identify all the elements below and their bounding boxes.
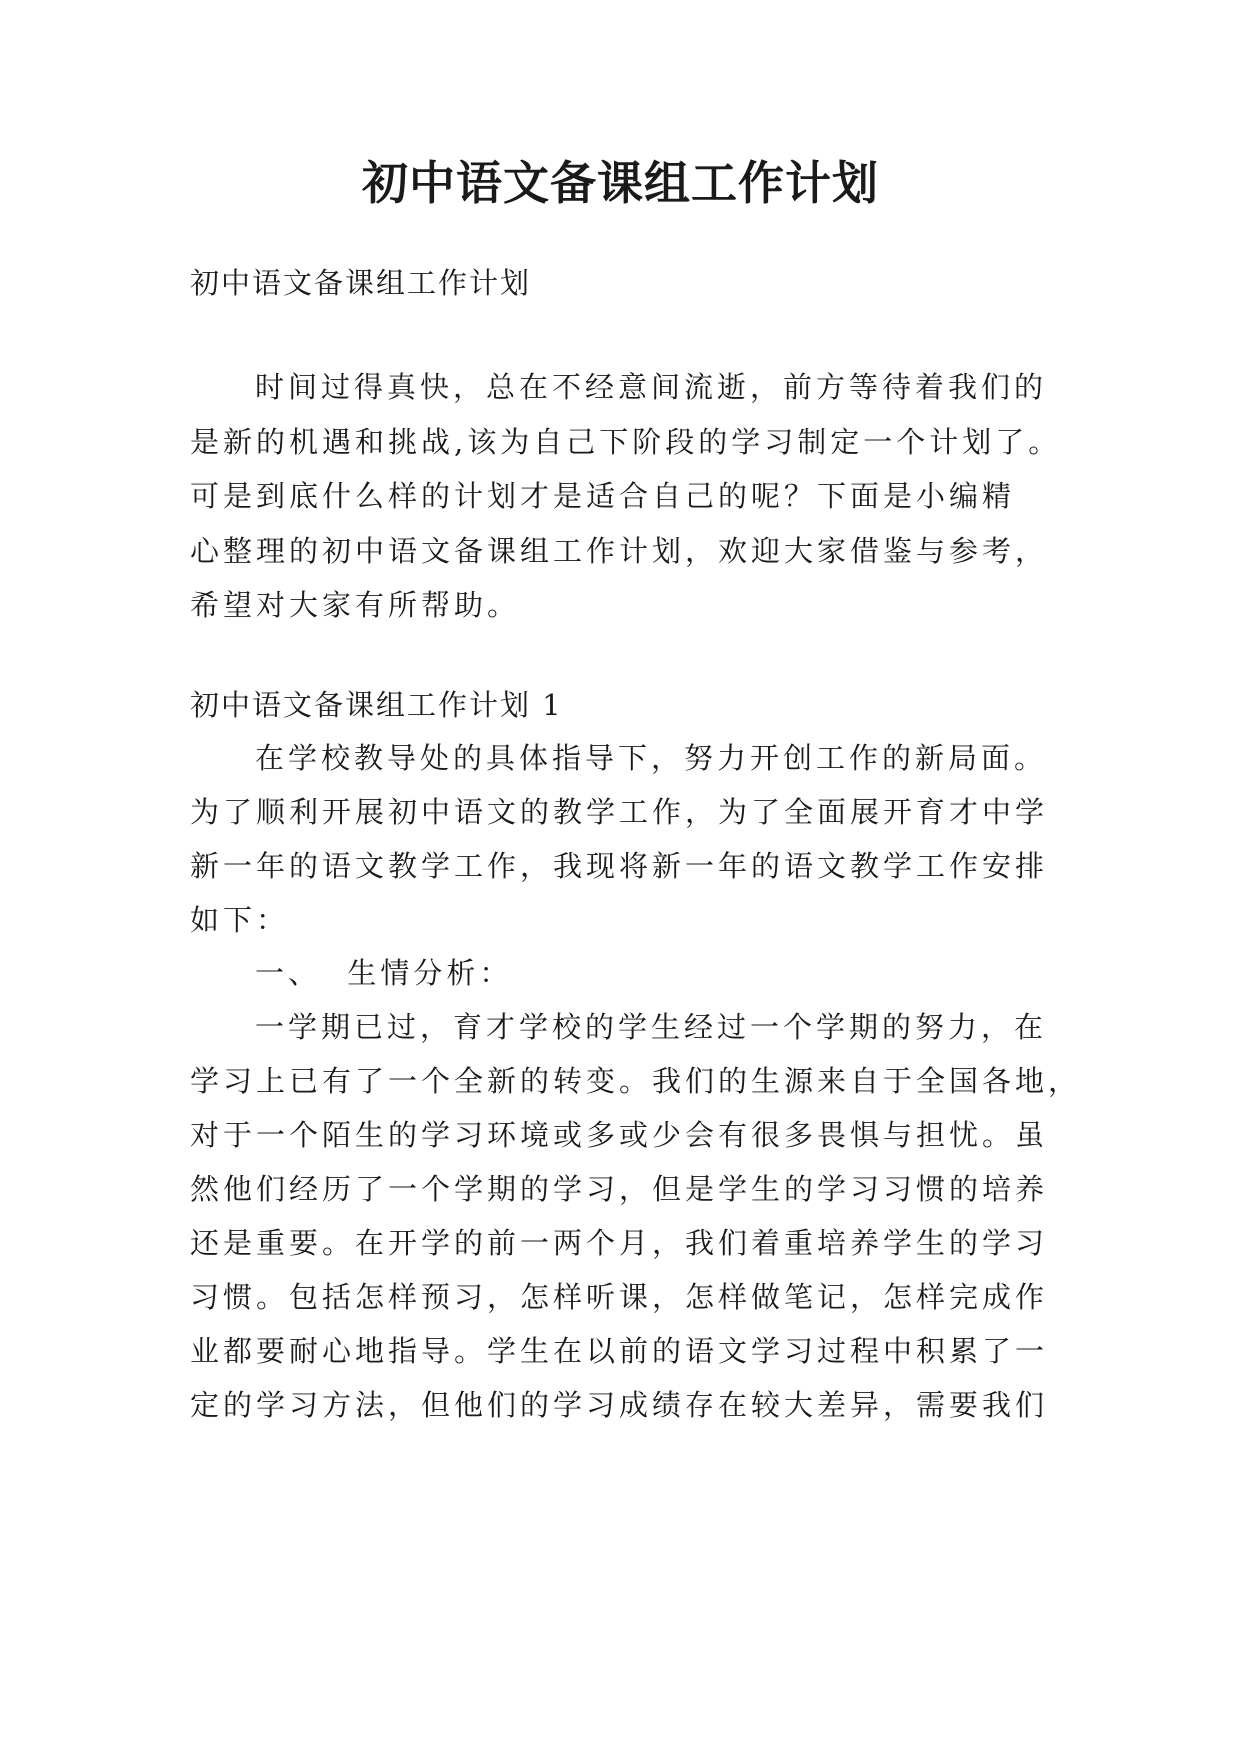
intro-line: 可是到底什么样的计划才是适合自己的呢？下面是小编精: [190, 479, 1016, 513]
section-line: 如下：: [190, 903, 290, 937]
intro-line: 是新的机遇和挑战,该为自己下阶段的学习制定一个计划了。: [190, 425, 1062, 459]
intro-line: 时间过得真快，总在不经意间流逝，前方等待着我们的: [255, 370, 1048, 404]
section-line: 业都要耐心地指导。学生在以前的语文学习过程中积累了一: [190, 1334, 1049, 1368]
section-line: 还是重要。在开学的前一两个月，我们着重培养学生的学习: [190, 1226, 1049, 1260]
subheading: 一、 生情分析：: [255, 956, 513, 990]
section-line: 新一年的语文教学工作，我现将新一年的语文教学工作安排: [190, 849, 1049, 883]
section-line: 为了顺利开展初中语文的教学工作，为了全面展开育才中学: [190, 795, 1049, 829]
document-title: 初中语文备课组工作计划: [362, 156, 879, 210]
document-subtitle: 初中语文备课组工作计划: [190, 266, 532, 300]
section-line: 习惯。包括怎样预习，怎样听课，怎样做笔记，怎样完成作: [190, 1280, 1049, 1314]
section-line: 在学校教导处的具体指导下，努力开创工作的新局面。: [255, 741, 1048, 775]
section-line: 定的学习方法，但他们的学习成绩存在较大差异，需要我们: [190, 1388, 1049, 1422]
section-line: 学习上已有了一个全新的转变。我们的生源来自于全国各地，: [190, 1064, 1082, 1098]
section-heading: 初中语文备课组工作计划 1: [190, 688, 563, 722]
section-line: 然他们经历了一个学期的学习，但是学生的学习习惯的培养: [190, 1172, 1049, 1206]
intro-line: 希望对大家有所帮助。: [190, 588, 521, 622]
intro-line: 心整理的初中语文备课组工作计划，欢迎大家借鉴与参考，: [190, 534, 1049, 568]
section-line: 一学期已过，育才学校的学生经过一个学期的努力，在: [255, 1010, 1048, 1044]
section-line: 对于一个陌生的学习环境或多或少会有很多畏惧与担忧。虽: [190, 1118, 1049, 1152]
